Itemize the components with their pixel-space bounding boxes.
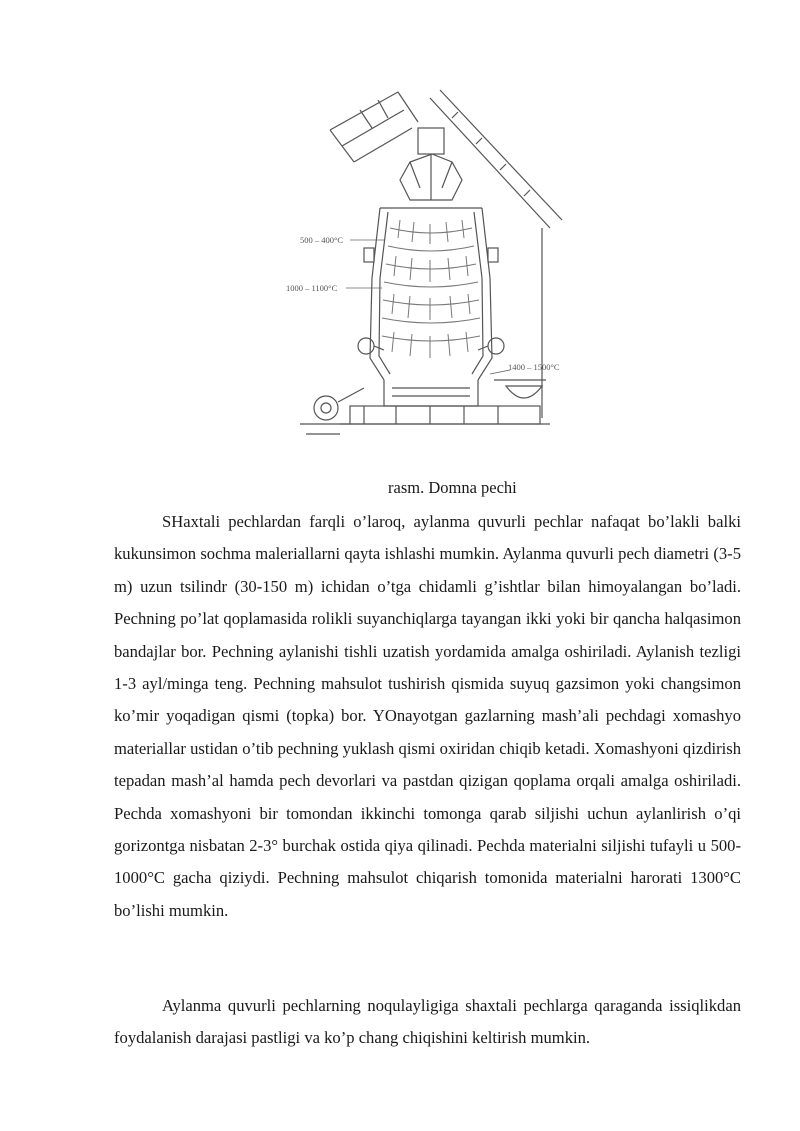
paragraph: Aylanma quvurli pechlarning noqulayligiga shaxtali pechlarga qaraganda issiqlikdan foydalanish darajasi pastligi va ko’p chang chiqishini keltirish mumkin. — [114, 996, 741, 1048]
slag-ladle — [494, 380, 546, 398]
figure-caption: rasm. Domna pechi — [388, 478, 517, 497]
body-text-2 — [114, 990, 741, 1055]
left-gas-duct — [330, 92, 418, 162]
charge-layers — [382, 220, 480, 358]
temperature-label-middle: 1000 – 1100°C — [286, 283, 338, 293]
furnace-top — [400, 128, 462, 200]
blast-furnace-diagram — [280, 88, 590, 458]
paragraph: SHaxtali pechlardan farqli o’laroq, aylanma quvurli pechlar nafaqat bo’lakli balki kukunsimon sochma maleriallarni qayta ishlashi mumkin. Aylanma quvurli pech diametri (3-5 m) uzun tsilindr (30-150 m) ichidan o’tga chidamli g’ishtlar bilan himoyalangan bo’ladi. Pechning po’lat qoplamasida rolikli suyanchiqlarga tayangan ikki yoki bir qancha halqasimon bandajlar bor. Pechning aylanishi tishli uzatish yordamida amalga oshiriladi. Aylanish tezligi 1-3 ayl/minga teng. Pechning mahsulot tushirish qismida suyuq gazsimon yoki changsimon ko’mir yoqadigan qismi (topka) bor. YOnayotgan gazlarning mash’ali pechdagi xomashyo materiallar ustidan o’tib pechning yuklash qismi oxiridan chiqib ketadi. Xomashyoni qizdirish tepadan mash’al hamda pech devorlari va pastdan qizigan qoplama orqali amalga oshiriladi. Pechda xomashyoni bir tomondan ikkinchi tomonga qarab siljishi uchun aylanlirish o’qi gorizontga nisbatan 2-3° burchak ostida qiya qilinadi. Pechda materialni siljishi tufayli u 500-1000°C gacha qiziydi. Pechning mahsulot chiqarish tomonida materialni harorati 1300°C bo’lishi mumkin. — [114, 512, 741, 920]
furnace-shaft — [370, 208, 492, 380]
temperature-label-bottom: 1400 – 1500°C — [508, 362, 560, 372]
body-text-1 — [114, 506, 741, 927]
blower-unit — [300, 388, 364, 434]
temperature-label-top: 500 – 400°C — [300, 235, 344, 245]
